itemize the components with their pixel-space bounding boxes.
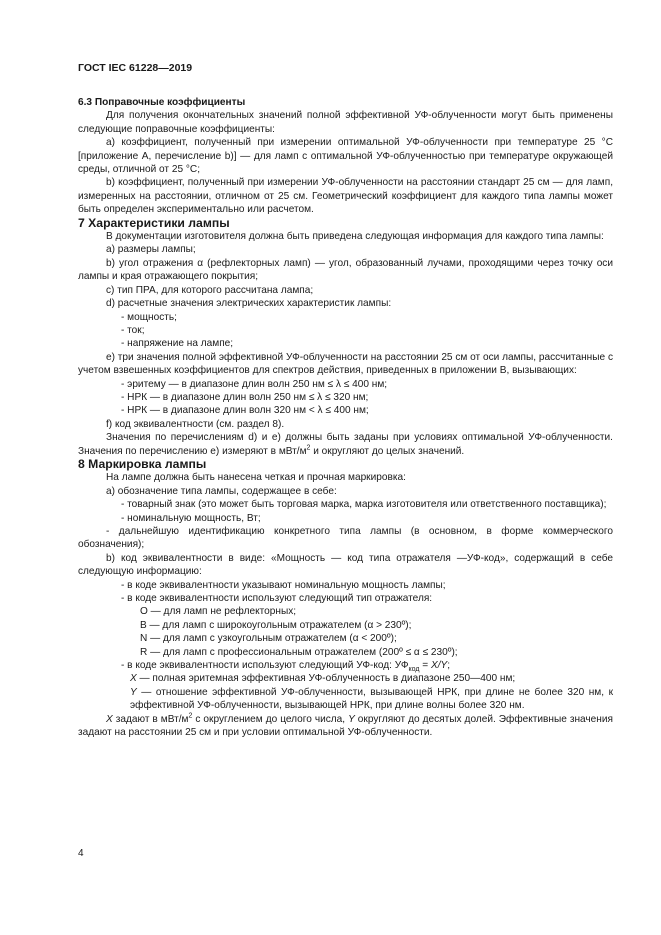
- sub-list-item: - номинальную мощность, Вт;: [121, 512, 261, 524]
- sub-list-item: - эритему — в диапазоне длин волн 250 нм ≤ λ ≤ 400 нм;: [121, 378, 388, 390]
- paragraph: b) коэффициент, полученный при измерении УФ-облученности на расстоянии стандарт 25 см — для ламп, измеренных на расстоянии, отличном от 25 см. Геометрический коэффициент для каждого типа лампы может быть определен экспериментально или расчетом.: [78, 177, 613, 216]
- reflector-code-item: R — для ламп с профессиональным отражателем (200º ≤ α ≤ 230º);: [140, 646, 458, 658]
- sub-list-item: - ток;: [121, 324, 145, 336]
- definition-x: X — полная эритемная эффективная УФ-облученность в диапазоне 250—400 нм;: [130, 673, 516, 685]
- sub-list-item: - напряжение на лампе;: [121, 338, 234, 350]
- sub-list-item: - товарный знак (это может быть торговая марка, марка изготовителя или ответственного поставщика);: [121, 499, 607, 511]
- page-number: 4: [78, 848, 84, 859]
- paragraph: В документации изготовителя должна быть приведена следующая информация для каждого типа лампы:: [106, 231, 604, 243]
- paragraph: На лампе должна быть нанесена четкая и прочная маркировка:: [106, 472, 406, 484]
- sub-list-item: - НРК — в диапазоне длин волн 320 нм < λ ≤ 400 нм;: [121, 405, 369, 417]
- reflector-code-item: О — для ламп не рефлекторных;: [140, 606, 297, 618]
- definition-y: Y — отношение эффективной УФ-облученности, вызывающей НРК, при длине не более 320 нм, к эффективной УФ-облученности, вызывающей НРК, при длине волны более 320 нм.: [130, 686, 613, 712]
- reflector-code-item: N — для ламп с узкоугольным отражателем (α < 200º);: [140, 633, 397, 645]
- sub-list-item: - НРК — в диапазоне длин волн 250 нм ≤ λ ≤ 320 нм;: [121, 391, 369, 403]
- section-6-3-title: 6.3 Поправочные коэффициенты: [78, 97, 246, 108]
- list-item: a) обозначение типа лампы, содержащее в себе:: [106, 485, 337, 497]
- paragraph: a) коэффициент, полученный при измерении оптимальной УФ-облученности при температуре 25 °С [приложение А, перечисление b)] — для ламп с оптимальной УФ-облученностью при температуре окружающей среды, отличной от 25 °С;: [78, 137, 613, 176]
- section-8-title: 8 Маркировка лампы: [78, 456, 207, 471]
- sub-list-item: - в коде эквивалентности используют следующий УФ-код: $УФ_{код} = X/Y$;: [121, 660, 451, 674]
- list-item: a) размеры лампы;: [106, 244, 196, 256]
- sub-list-item: - мощность;: [121, 311, 177, 323]
- list-item: f) код эквивалентности (см. раздел 8).: [106, 418, 285, 430]
- list-item: d) расчетные значения электрических характеристик лампы:: [106, 298, 392, 310]
- reflector-code-item: В — для ламп с широкоугольным отражателем (α > 230º);: [140, 619, 412, 631]
- document-header: ГОСТ IEC 61228—2019: [78, 62, 193, 74]
- paragraph: Для получения окончательных значений полной эффективной УФ-облученности могут быть применены следующие поправочные коэффициенты:: [78, 110, 613, 135]
- document-body: [78, 96, 613, 740]
- sub-list-item: - дальнейшую идентификацию конкретного типа лампы (в основном, в форме коммерческого обозначения);: [78, 526, 613, 551]
- list-item: b) код эквивалентности в виде: «Мощность — код типа отражателя —УФ-код», содержащий в себе следующую информацию:: [78, 552, 613, 578]
- sub-list-item: - в коде эквивалентности используют следующий тип отражателя:: [121, 593, 433, 605]
- sub-list-item: - в коде эквивалентности указывают номинальную мощность лампы;: [121, 579, 446, 591]
- section-7-title: 7 Характеристики лампы: [78, 215, 230, 230]
- list-item: b) угол отражения α (рефлекторных ламп) — угол, образованный лучами, проходящими через точку оси лампы и края отражающего покрытия;: [78, 257, 613, 283]
- list-item: c) тип ПРА, для которого рассчитана лампа;: [106, 284, 314, 296]
- paragraph: Значения по перечислениям d) и е) должны быть заданы при условиях оптимальной УФ-облученности. Значения по перечислению е) измеряют в мВт/$м^2$ и округляют до целых значений.: [78, 432, 613, 457]
- paragraph: X задают в мВт/$м^2$ с округлением до целого числа, Y округляют до десятых долей. Эффективные значения задают на расстоянии 25 см и при условии оптимальной УФ-облученности.: [78, 712, 613, 739]
- list-item: e) три значения полной эффективной УФ-облученности на расстоянии 25 см от оси лампы, рассчитанные с учетом взвешенных коэффициентов для спектров действия, приведенных в приложении В, вызывающих:: [78, 351, 613, 377]
